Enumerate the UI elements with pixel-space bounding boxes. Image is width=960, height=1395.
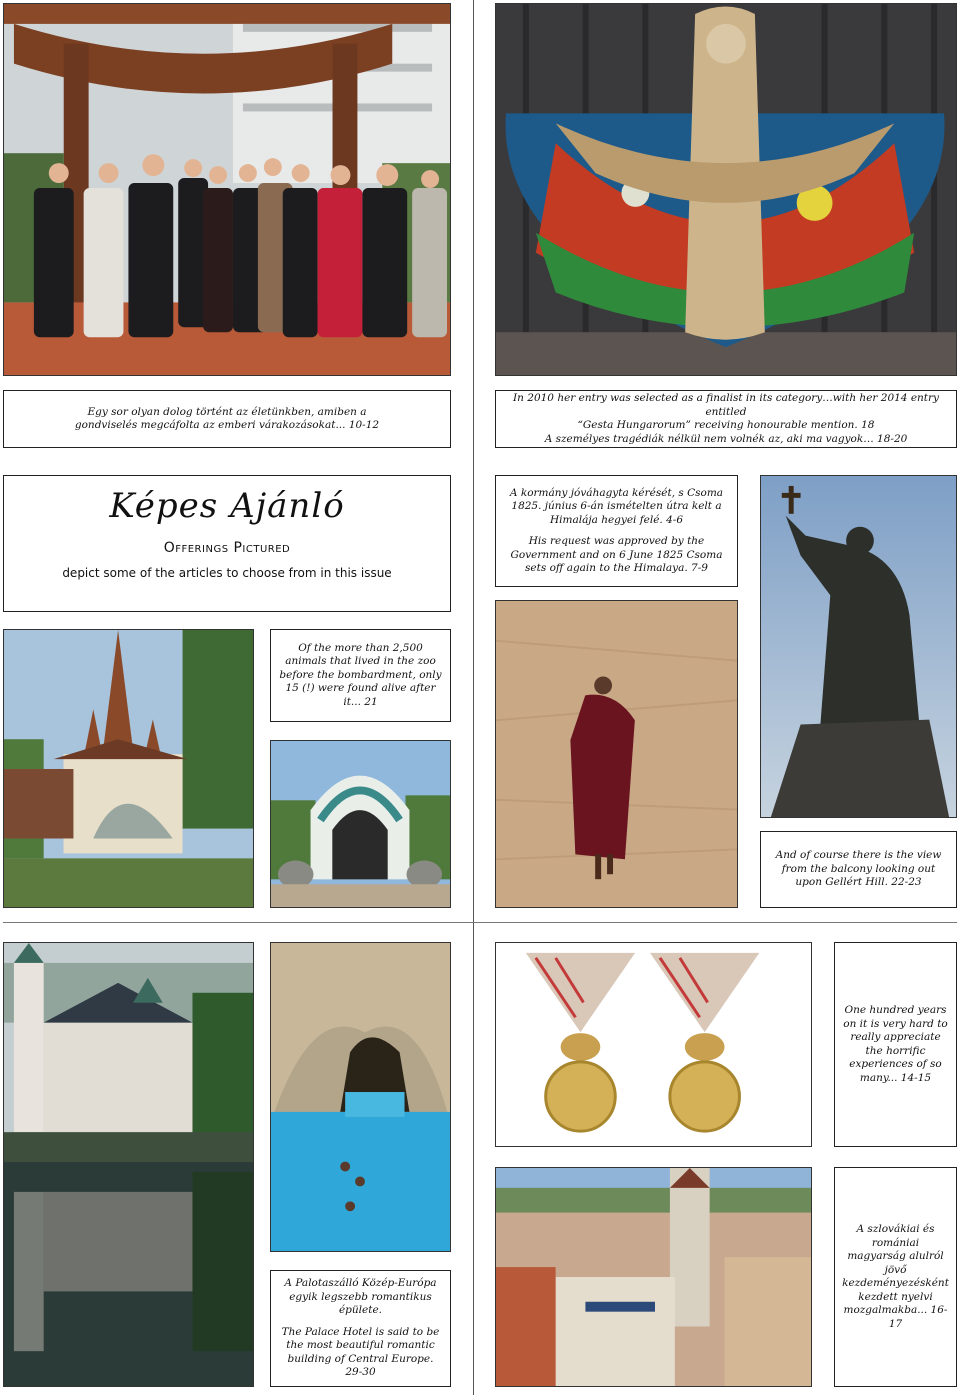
- caption-language-movement: [834, 1167, 957, 1387]
- caption-hundred-years: [834, 942, 957, 1147]
- caption-gesta-hungarorum: [495, 390, 957, 448]
- caption-hundred-years-text: One hundred years on it is very hard to really appreciate the horrific experiences of so many... 14-15: [843, 1004, 948, 1084]
- caption-gellert-hill: [760, 831, 957, 908]
- palace-hotel-photo: [3, 942, 254, 1387]
- group-photo: [3, 3, 451, 376]
- cave-bath-photo: [270, 942, 451, 1252]
- page-subtitle: Offerings Pictured: [163, 540, 291, 556]
- city-view-photo: [495, 1167, 812, 1387]
- caption-zoo-animals: [270, 629, 451, 722]
- church-photo: [3, 629, 254, 908]
- caption-gellert-hill-text: And of course there is the view from the balcony looking out upon Gellért Hill. 22-23: [775, 849, 942, 889]
- column-divider: [473, 0, 474, 1395]
- caption-providence-text: Egy sor olyan dolog történt az életünkben, amiben a gondviselés megcáfolta az emberi várakozásokat... 10-12: [74, 405, 380, 431]
- caption-csoma-en: His request was approved by the Government and on 6 June 1825 Csoma sets off again to the Himalaya. 7-9: [510, 535, 723, 574]
- statue-photo: [760, 475, 957, 818]
- caption-palace-hotel-hu: A Palotaszálló Közép-Európa egyik legszebb romantikus épülete.: [284, 1277, 437, 1317]
- caption-zoo-animals-text: Of the more than 2,500 animals that lived in the zoo before the bombardment, only 15 (!) were found alive after it... 21: [279, 641, 442, 708]
- section-divider: [3, 922, 957, 923]
- caption-providence: [3, 390, 451, 448]
- caption-csoma-hu: A kormány jóváhagyta kérését, s Csoma 1825. június 6-án ismételten útra kelt a Himalája hegyei felé. 4-6: [509, 486, 724, 526]
- caption-palace-hotel: [270, 1270, 451, 1387]
- medals-photo: [495, 942, 812, 1147]
- caption-gesta-line3: A személyes tragédiák nélkül nem volnék az, aki ma vagyok… 18-20: [544, 432, 908, 445]
- page-tagline: depict some of the articles to choose from in this issue: [62, 566, 392, 580]
- eagle-cape-photo: [495, 3, 957, 376]
- caption-csoma: [495, 475, 738, 587]
- monk-photo: [495, 600, 738, 908]
- page-title: Képes Ajánló: [109, 486, 345, 526]
- caption-language-movement-text: A szlovákiai és romániai magyarság alulról jövő kezdeményezésként kezdett nyelvi mozgalmakba... 16-17: [842, 1223, 949, 1330]
- zoo-gate-photo: [270, 740, 451, 908]
- caption-gesta-line1: In 2010 her entry was selected as a finalist in its category…with her 2014 entry entitled: [513, 392, 939, 418]
- offerings-title-box: [3, 475, 451, 612]
- caption-palace-hotel-en: The Palace Hotel is said to be the most beautiful romantic building of Central Europe. 29-30: [281, 1325, 440, 1379]
- caption-gesta-line2: “Gesta Hungarorum” receiving honourable mention. 18: [577, 419, 875, 431]
